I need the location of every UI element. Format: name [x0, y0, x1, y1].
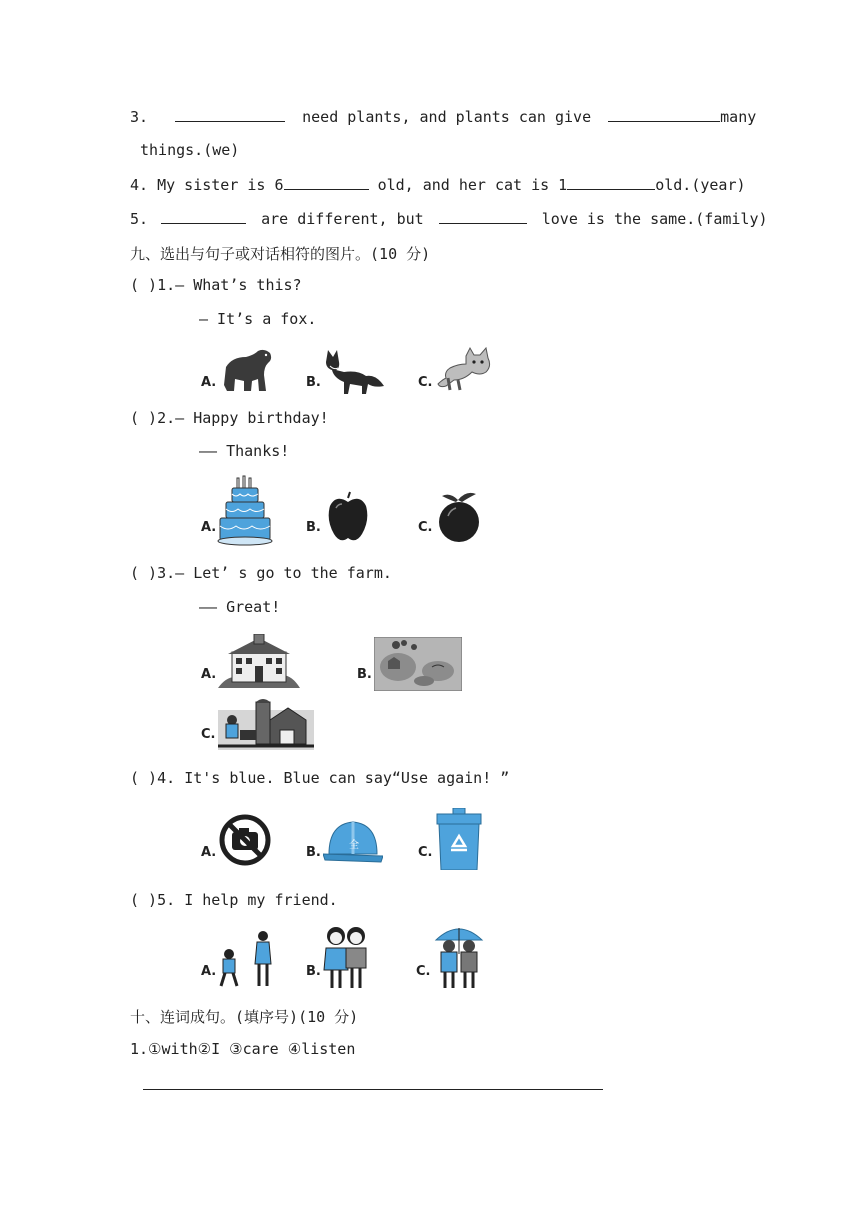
option-c-label: C. [416, 964, 431, 979]
helmet-icon[interactable] [323, 818, 383, 864]
fill-question-4: 4. My sister is 6 old, and her cat is 1 old.(year) [130, 176, 746, 194]
svg-text:全: 全 [349, 840, 359, 851]
question-5: ( )5. I help my friend. [130, 891, 338, 909]
option-b-label: B. [357, 667, 372, 682]
answer-blank[interactable] [608, 107, 720, 122]
answer-blank[interactable] [284, 175, 369, 190]
option-c-label: C. [201, 727, 216, 742]
answer-blank[interactable] [175, 107, 285, 122]
option-a-label: A. [201, 964, 217, 979]
farm-icon[interactable] [218, 698, 314, 752]
bear-icon[interactable] [218, 345, 274, 395]
no-camera-icon[interactable] [219, 814, 271, 866]
option-a-label: A. [201, 845, 217, 860]
section-10-title: 十、连词成句。(填序号)(10 分) [130, 1008, 359, 1026]
answer-paren[interactable]: ( ) [130, 769, 158, 787]
option-b-label: B. [306, 964, 321, 979]
question-2: ( )2.— Happy birthday! [130, 409, 329, 427]
answer-blank[interactable] [567, 175, 655, 190]
friends-walking-icon[interactable] [322, 924, 370, 990]
section-9-title: 九、选出与句子或对话相符的图片。(10 分) [130, 245, 431, 263]
answer-paren[interactable]: ( ) [130, 409, 158, 427]
question-4: ( )4. It's blue. Blue can say“Use again! ” [130, 769, 510, 787]
option-b-label: B. [306, 845, 321, 860]
option-c-label: C. [418, 845, 433, 860]
option-a-label: A. [201, 667, 217, 682]
orange-icon[interactable] [436, 490, 482, 544]
question-3: ( )3.— Let’ s go to the farm. [130, 564, 392, 582]
option-b-label: B. [306, 375, 321, 390]
fill-question-3-cont: things.(we) [140, 141, 240, 159]
option-a-label: A. [201, 375, 217, 390]
school-icon[interactable] [218, 634, 300, 688]
question-2-reply: —— Thanks! [199, 442, 290, 460]
answer-blank[interactable] [439, 209, 527, 224]
option-c-label: C. [418, 375, 433, 390]
question-1-reply: — It’s a fox. [199, 310, 317, 328]
fill-question-3: 3. need plants, and plants can give many [130, 108, 757, 126]
umbrella-kids-icon[interactable] [434, 924, 484, 990]
answer-blank[interactable] [161, 209, 246, 224]
cake-icon[interactable] [216, 474, 274, 546]
fill-question-5: 5. are different, but love is the same.(family) [130, 210, 768, 228]
option-a-label: A. [201, 520, 217, 535]
recycle-bin-icon[interactable] [435, 808, 483, 870]
answer-line[interactable] [143, 1089, 603, 1090]
question-3-reply: —— Great! [199, 598, 281, 616]
zoo-icon[interactable] [374, 637, 462, 691]
fox-icon[interactable] [322, 348, 386, 396]
question-1: ( )1.— What’s this? [130, 276, 302, 294]
option-c-label: C. [418, 520, 433, 535]
option-b-label: B. [306, 520, 321, 535]
reorder-question-1: 1.①with②I ③care ④listen [130, 1040, 356, 1058]
apple-icon[interactable] [326, 490, 370, 544]
kids-playing-icon[interactable] [217, 930, 279, 988]
answer-paren[interactable]: ( ) [130, 891, 158, 909]
answer-paren[interactable]: ( ) [130, 276, 158, 294]
cat-icon[interactable] [434, 346, 496, 396]
answer-paren[interactable]: ( ) [130, 564, 158, 582]
